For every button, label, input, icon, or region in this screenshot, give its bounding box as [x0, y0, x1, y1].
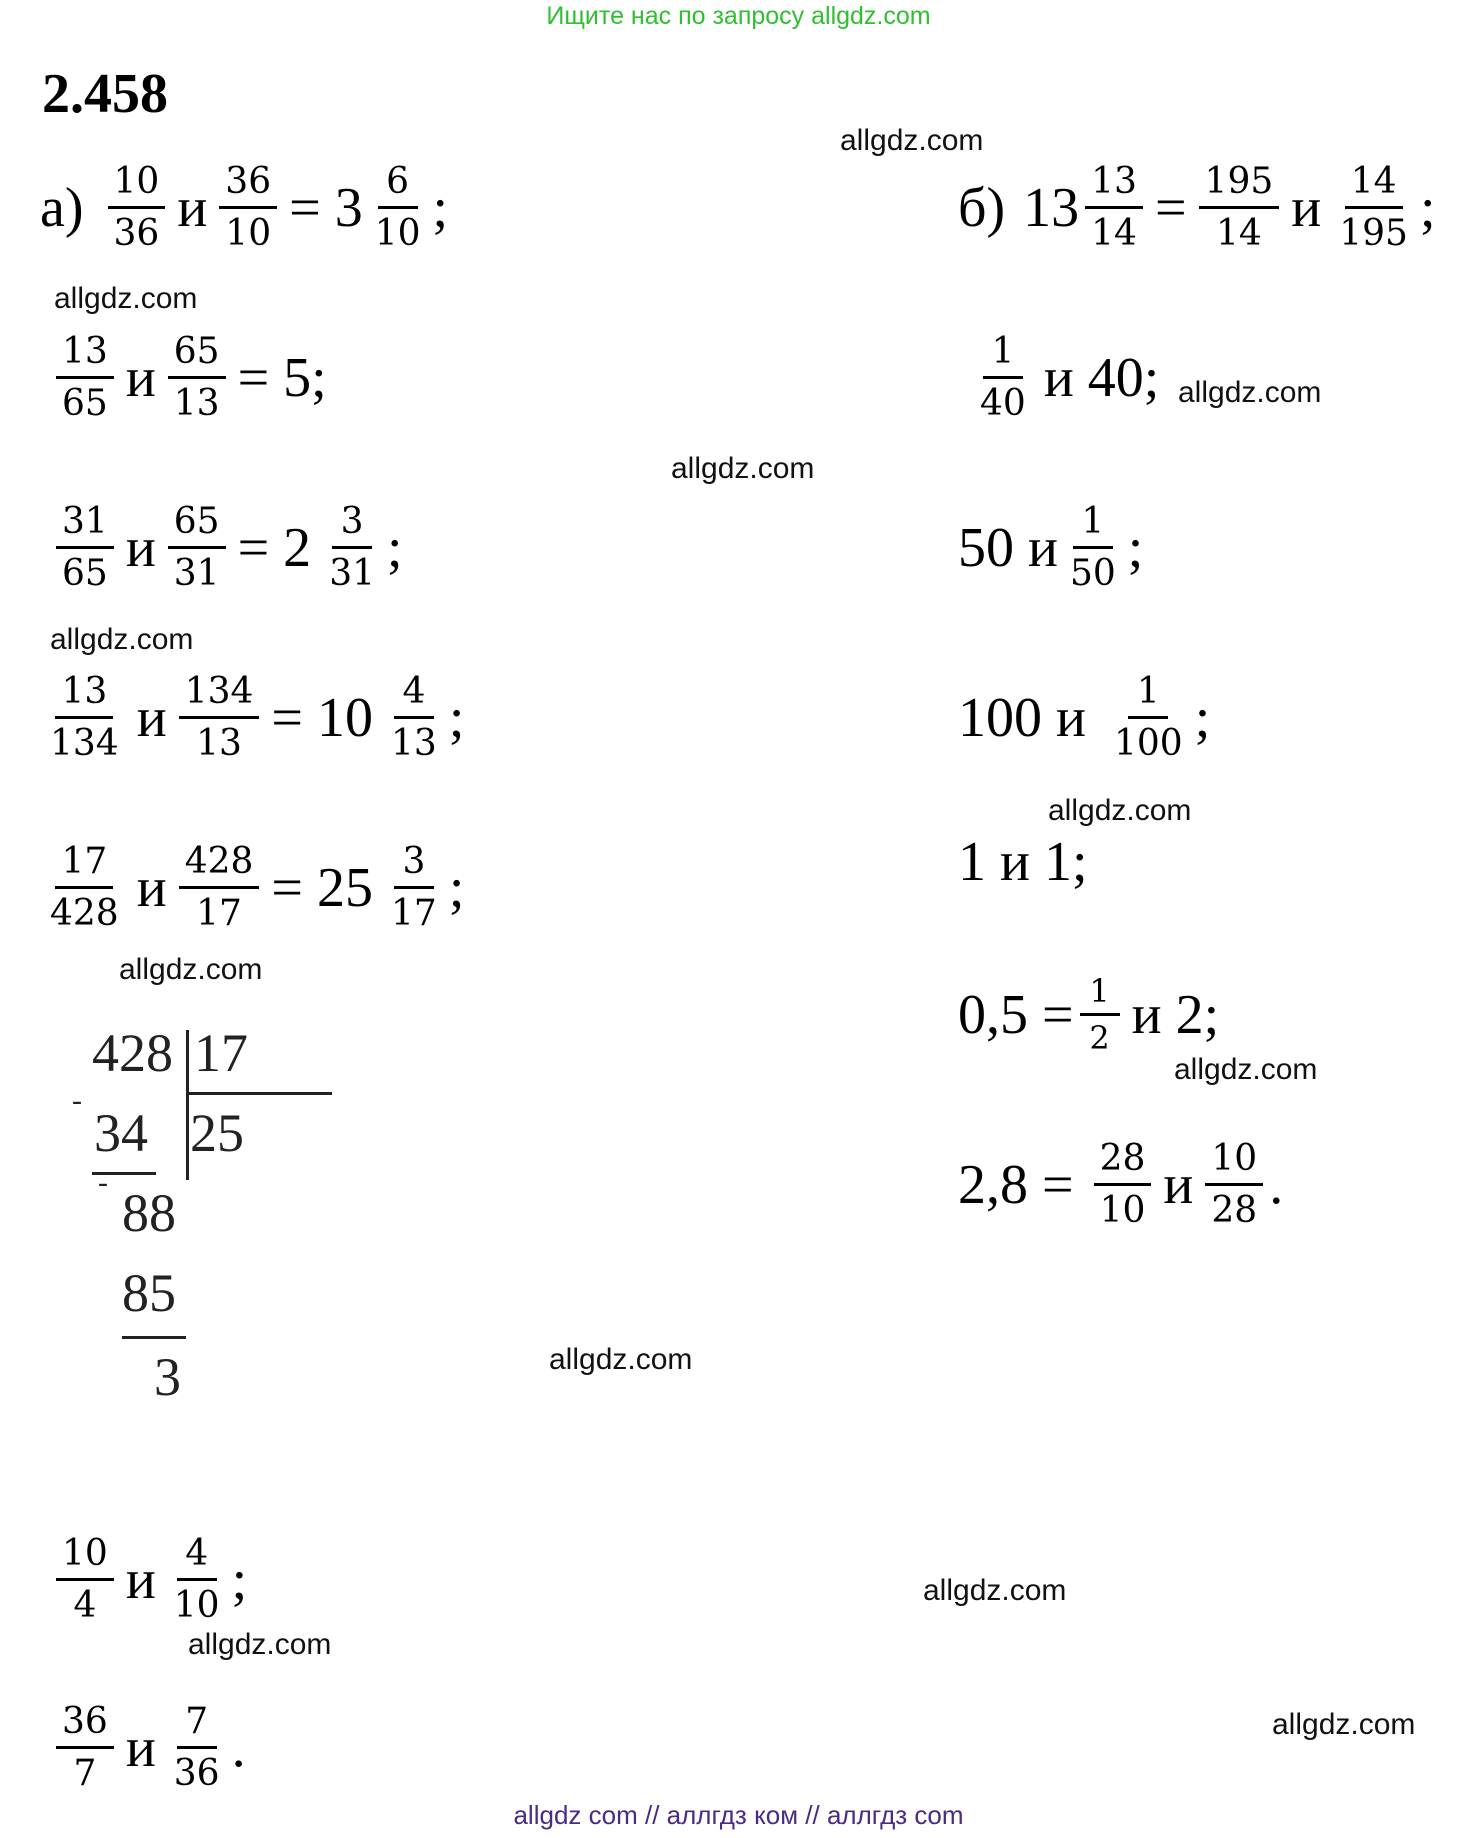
fraction: $\frac{28}{10}$ — [1094, 1139, 1152, 1230]
watermark: allgdz.com — [188, 1628, 332, 1661]
fraction: $\frac{10}{36}$ — [108, 162, 166, 253]
fraction: $\frac{7}{36}$ — [173, 1701, 220, 1794]
part-b-line-7: 2,8 = $\frac{28}{10}$ и $\frac{10}{28}$ . — [958, 1138, 1284, 1231]
fraction: $\frac{13}{134}$ — [50, 671, 119, 764]
quotient: 25 — [190, 1103, 244, 1163]
watermark: allgdz.com — [1178, 376, 1322, 409]
part-a-line-1: а) $\frac{10}{36}$ и $\frac{36}{10}$ = 3 $\frac{6}{10}$ ; — [40, 161, 449, 254]
fraction: $\frac{1}{100}$ — [1113, 671, 1183, 764]
part-b-line-2: $\frac{1}{40}$ и 40; — [968, 338, 1165, 418]
watermark: allgdz.com — [923, 1574, 1067, 1607]
subtrahend: 85 — [122, 1263, 176, 1323]
part-a-line-3: $\frac{31}{65}$ и $\frac{65}{31}$ = 2 $\frac{3}{31}$ ; — [50, 508, 403, 588]
watermark: allgdz.com — [1174, 1053, 1318, 1086]
part-a-line-2: $\frac{13}{65}$ и $\frac{65}{13}$ = 5; — [50, 338, 333, 418]
part-a-line-7: $\frac{36}{7}$ и $\frac{7}{36}$ . — [50, 1708, 246, 1788]
fraction: $\frac{1}{50}$ — [1069, 501, 1116, 594]
problem-number: 2.458 — [42, 63, 168, 125]
fraction: $\frac{65}{13}$ — [168, 332, 226, 423]
watermark: allgdz.com — [549, 1343, 693, 1376]
subtrahend: 34 — [94, 1103, 148, 1163]
part-b-label: б) — [958, 177, 1006, 239]
long-division: 428 17 25 - 34 88 - 85 3 — [78, 1022, 278, 1412]
fraction: $\frac{10}{28}$ — [1205, 1139, 1263, 1230]
watermark: allgdz.com — [50, 623, 194, 656]
part-a-line-6: $\frac{10}{4}$ и $\frac{4}{10}$ ; — [50, 1540, 247, 1620]
dividend: 428 — [92, 1023, 173, 1083]
fraction: $\frac{3}{17}$ — [391, 841, 437, 934]
fraction: $\frac{36}{10}$ — [219, 162, 277, 253]
part-b-line-5: 1 и 1; — [958, 831, 1088, 893]
part-b-line-1: б) 13 $\frac{13}{14}$ = $\frac{195}{14}$ и $\frac{14}{195}$ ; — [958, 161, 1436, 254]
fraction: $\frac{17}{428}$ — [50, 841, 119, 934]
search-banner: Ищите нас по запросу allgdz.com — [546, 2, 931, 30]
fraction: $\frac{13}{65}$ — [56, 332, 114, 423]
remainder: 3 — [154, 1347, 181, 1407]
fraction: $\frac{14}{195}$ — [1339, 161, 1408, 254]
watermark: allgdz.com — [119, 953, 263, 986]
fraction: $\frac{3}{31}$ — [329, 501, 375, 594]
footer-links: allgdz com // аллгдз ком // аллгдз com — [513, 1800, 964, 1830]
part-b-line-3: 50 и $\frac{1}{50}$ ; — [958, 501, 1144, 594]
part-b-line-6: 0,5 = $\frac{1}{2}$ и 2; — [958, 971, 1220, 1057]
watermark: allgdz.com — [1048, 794, 1192, 827]
fraction: $\frac{4}{13}$ — [391, 671, 437, 764]
fraction: $\frac{6}{10}$ — [374, 161, 421, 254]
fraction: $\frac{10}{4}$ — [56, 1534, 114, 1625]
divisor: 17 — [194, 1023, 248, 1083]
fraction: $\frac{1}{2}$ — [1080, 974, 1120, 1056]
fraction: $\frac{134}{13}$ — [179, 672, 260, 763]
fraction: $\frac{31}{65}$ — [56, 502, 114, 593]
fraction: $\frac{1}{40}$ — [980, 331, 1026, 424]
fraction: $\frac{13}{14}$ — [1085, 162, 1143, 253]
part-a-label: а) — [40, 177, 84, 239]
fraction: $\frac{65}{31}$ — [168, 502, 226, 593]
part-a-line-4: $\frac{13}{134}$ и $\frac{134}{13}$ = 10 $\frac{4}{13}$ ; — [38, 678, 464, 758]
watermark: allgdz.com — [1272, 1708, 1416, 1741]
fraction: $\frac{4}{10}$ — [173, 1533, 220, 1626]
partial-remainder: 88 — [122, 1183, 176, 1243]
watermark: allgdz.com — [671, 452, 815, 485]
watermark: allgdz.com — [840, 124, 984, 157]
fraction: $\frac{428}{17}$ — [179, 842, 260, 933]
fraction: $\frac{195}{14}$ — [1199, 162, 1280, 253]
watermark: allgdz.com — [54, 282, 198, 315]
fraction: $\frac{36}{7}$ — [56, 1702, 114, 1793]
part-b-line-4: 100 и $\frac{1}{100}$ ; — [958, 671, 1211, 764]
part-a-line-5: $\frac{17}{428}$ и $\frac{428}{17}$ = 25 $\frac{3}{17}$ ; — [38, 848, 464, 928]
